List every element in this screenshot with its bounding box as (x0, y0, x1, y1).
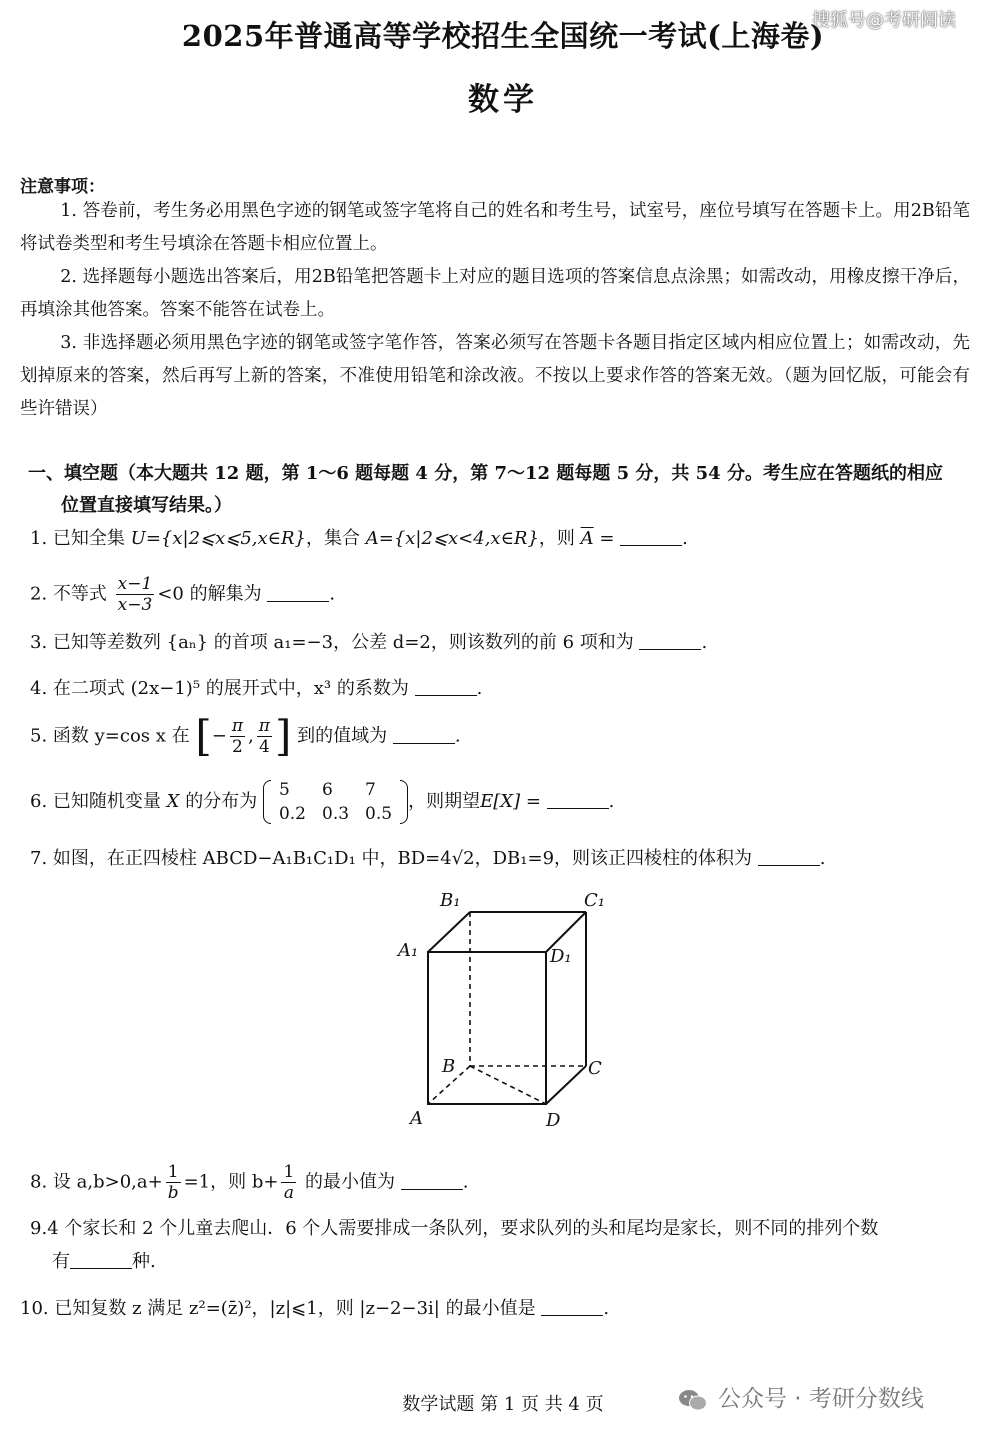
question-3 (30, 628, 990, 658)
question-1: 1. 已知全集 U={x|2⩽x⩽5,x∈R}，集合 A={x|2⩽x<4,x∈R}，则 $\overline{A}$ = . (30, 528, 688, 549)
answer-blank[interactable] (620, 527, 682, 546)
question-number: 6. (30, 791, 48, 812)
subject-title: 数学 (468, 82, 538, 118)
vertex-label: B₁ (440, 890, 461, 911)
set-a-expr: A={x|2⩽x<4,x∈R} (365, 528, 539, 549)
question-end: . (701, 632, 708, 653)
random-variable: X (166, 791, 180, 812)
distribution-matrix (263, 778, 408, 826)
matrix-cell: 0.5 (365, 804, 393, 824)
question-text: 到的值域为 (297, 725, 388, 747)
vertex-label: C₁ (584, 890, 605, 911)
question-number: 2. (30, 583, 48, 605)
question-number: 5. (30, 725, 48, 747)
question-end: . (819, 848, 826, 869)
fraction: $\frac{1}{b}$ (167, 1162, 179, 1203)
page-footer: 数学试题 第 1 页 共 4 页 (402, 1394, 604, 1415)
question-7 (30, 844, 990, 874)
interval-open-bracket: [ (195, 711, 212, 761)
question-text: 已知复数 z 满足 z²=(z̄)²，|z|⩽1，则 |z−2−3i| 的最小值是 (54, 1298, 536, 1319)
notes-list (20, 195, 970, 426)
matrix-cell: 7 (365, 780, 376, 800)
expectation-expr: E[X] = (480, 791, 541, 812)
question-text: 的最小值为 (305, 1171, 396, 1193)
vertex-label: A (410, 1108, 423, 1129)
question-number: 1. (30, 528, 48, 549)
matrix-cell: 0.2 (278, 804, 306, 824)
answer-blank[interactable] (415, 677, 477, 696)
prism-front-face (428, 952, 546, 1104)
matrix-cell: 0.3 (322, 804, 350, 824)
section-heading (28, 458, 988, 522)
question-text: 不等式 (52, 583, 107, 605)
interval-close-bracket: ] (274, 711, 292, 761)
question-9-line2 (30, 1247, 985, 1277)
question-end: . (329, 583, 336, 605)
question-text: <0 的解集为 (157, 583, 262, 605)
fraction (116, 574, 155, 615)
question-number: 8. (30, 1171, 48, 1193)
question-text: 已知等差数列 {aₙ} 的首项 a₁=−3，公差 d=2，则该数列的前 6 项和为 (52, 632, 634, 653)
question-text: 函数 y=cos x 在 (52, 725, 190, 747)
answer-blank[interactable] (547, 790, 609, 809)
note-item: 1. 答卷前，考生务必用黑色字迹的钢笔或签字笔将自己的姓名和考生号，试室号，座位号填写在答题卡上。用2B铅笔将试卷类型和考生号填涂在答题卡相应位置上。 (20, 201, 970, 254)
answer-blank[interactable] (639, 631, 701, 650)
answer-blank[interactable] (70, 1250, 132, 1269)
exam-title: 2025年普通高等学校招生全国统一考试(上海卷) (181, 19, 825, 53)
matrix-cell: 6 (322, 780, 333, 800)
fraction: $\frac{\pi}{4}$ (258, 716, 270, 757)
question-text: 有 (52, 1251, 70, 1272)
question-end: . (462, 1171, 469, 1193)
edge-cd (546, 1066, 586, 1104)
question-number: 4. (30, 678, 48, 699)
question-text: ，集合 (306, 528, 360, 549)
question-5: 5. 函数 y=cos x 在 [− $\frac{\pi}{2}$ , $\frac{\pi}{4}$ ] 到的值域为 . (30, 711, 461, 761)
vertex-label: A₁ (398, 940, 419, 961)
question-text: ，则期望 (408, 791, 481, 812)
answer-blank[interactable] (393, 725, 455, 744)
note-item: 2. 选择题每小题选出答案后，用2B铅笔把答题卡上对应的题目选项的答案信息点涂黑；如需改动，用橡皮擦干净后，再填涂其他答案。答案不能答在试卷上。 (20, 267, 970, 320)
question-9 (30, 1214, 985, 1277)
vertex-label: D₁ (550, 946, 572, 967)
question-number: 10. (20, 1298, 49, 1319)
question-8 (30, 1162, 990, 1203)
fraction: $\frac{\pi}{2}$ (231, 716, 244, 757)
question-10 (20, 1294, 980, 1324)
notes-heading: 注意事项： (20, 177, 105, 197)
watermark-bottom (678, 1380, 924, 1413)
answer-blank[interactable] (758, 847, 820, 866)
section-heading-line2: 位置直接填写结果。） (61, 495, 232, 516)
denominator: x−3 (117, 595, 153, 615)
note-item: 3. 非选择题必须用黑色字迹的钢笔或签字笔作答，答案必须写在答题卡各题目指定区域内相应位置上；如需改动，先划掉原来的答案，然后再写上新的答案，不准使用铅笔和涂改液。不按以上要求作答的答案无效。（题为回忆版，可能会有些许错误） (20, 333, 970, 419)
fraction: $\frac{1}{a}$ (283, 1162, 295, 1203)
answer-blank[interactable] (267, 583, 329, 602)
question-text: 的分布为 (185, 791, 258, 812)
question-2 (30, 574, 990, 615)
diagonal-bd-hidden (470, 1066, 546, 1104)
question-text: 设 a,b>0,a+ (52, 1171, 163, 1193)
question-number: 9. (30, 1218, 48, 1239)
question-text: 如图，在正四棱柱 ABCD−A₁B₁C₁D₁ 中，BD=4√2，DB₁=9，则该正四棱柱的体积为 (52, 848, 753, 869)
wechat-icon (678, 1388, 708, 1412)
question-end: . (476, 678, 483, 699)
answer-blank[interactable] (401, 1171, 463, 1190)
question-text: ，则 (538, 528, 575, 549)
question-6 (30, 778, 990, 826)
question-text: 已知随机变量 (52, 791, 161, 812)
vertex-label: B (442, 1056, 456, 1077)
vertex-label: D (546, 1110, 561, 1131)
question-end: . (608, 791, 615, 812)
question-text: 4 个家长和 2 个儿童去爬山．6 个人需要排成一条队列，要求队列的头和尾均是家长，则不同的排列个数 (47, 1218, 879, 1239)
section-heading-line1: 一、填空题（本大题共 12 题，第 1～6 题每题 4 分，第 7～12 题每题 5 分，共 54 分。考生应在答题纸的相应 (28, 463, 943, 484)
answer-blank[interactable] (541, 1297, 603, 1316)
question-4 (30, 674, 990, 704)
vertex-label: C (588, 1058, 602, 1079)
question-text: 种. (132, 1251, 156, 1272)
question-9-line1 (30, 1214, 985, 1244)
set-u-expr: U={x|2⩽x⩽5,x∈R} (130, 528, 306, 549)
prism-figure (390, 880, 630, 1140)
question-number: 7. (30, 848, 48, 869)
matrix-cell: 5 (278, 780, 290, 800)
question-end: . (603, 1298, 610, 1319)
question-end: . (682, 528, 688, 549)
question-end: . (454, 725, 461, 747)
question-text: 已知全集 (52, 528, 125, 549)
edge-a1b1 (428, 912, 470, 952)
question-text: =1，则 b+ (183, 1171, 279, 1193)
watermark-text: 公众号 · 考研分数线 (718, 1386, 924, 1412)
question-number: 3. (30, 632, 48, 653)
question-text: 在二项式 (2x−1)⁵ 的展开式中，x³ 的系数为 (52, 678, 409, 699)
watermark-top: 搜狐号@考研阅读 (812, 10, 956, 31)
numerator: x−1 (117, 574, 153, 594)
complement-a: $\overline{A}$ (580, 528, 594, 549)
